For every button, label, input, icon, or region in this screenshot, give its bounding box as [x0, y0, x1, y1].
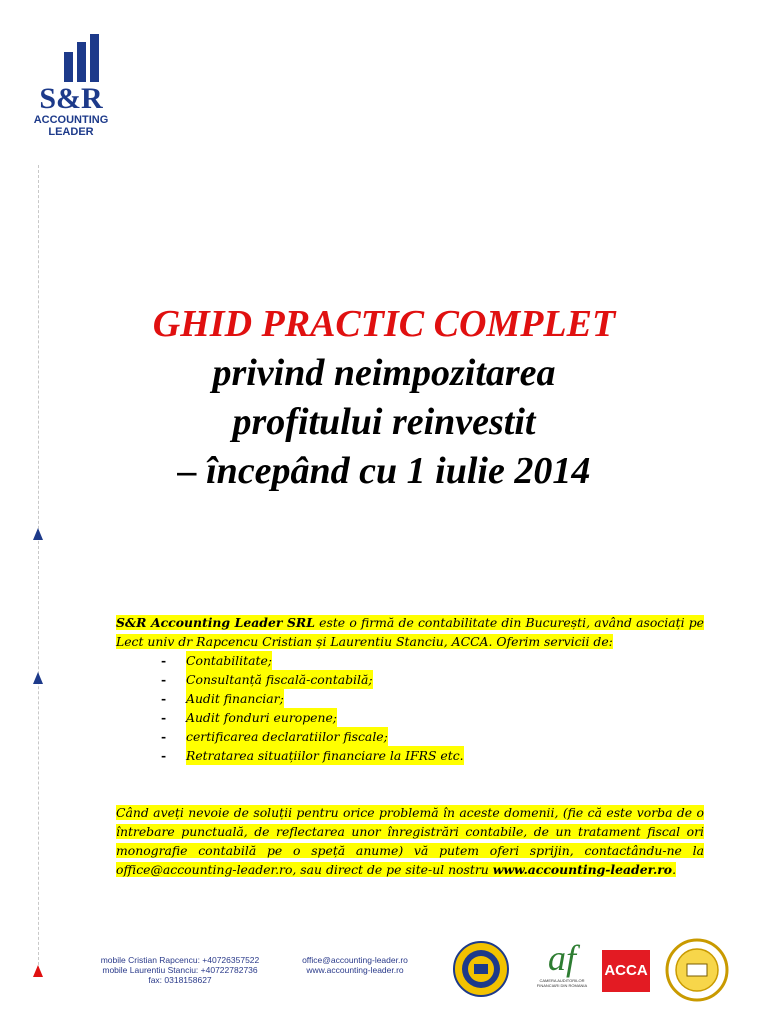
margin-marker-up	[33, 672, 43, 684]
footer-phones	[85, 955, 275, 985]
footer-mobile-2: mobile Laurentiu Stanciu: +40722782736	[102, 965, 258, 975]
contact-mid-text: , sau direct de pe site-ul nostru	[292, 862, 493, 877]
service-item: - certificarea declaratiilor fiscale;	[161, 729, 388, 744]
service-item: - Contabilitate;	[161, 653, 272, 668]
margin-marker-up	[33, 528, 43, 540]
footer-email-link[interactable]: office@accounting-leader.ro	[302, 955, 408, 965]
logo-mark	[30, 30, 112, 110]
footer-contact	[290, 955, 420, 975]
contact-email-link[interactable]: office@accounting-leader.ro	[116, 862, 293, 877]
services-list	[116, 651, 704, 765]
title-line-2: privind neimpozitarea	[212, 352, 556, 394]
title-line-3: profitului reinvestit	[232, 401, 536, 443]
service-item: - Audit fonduri europene;	[161, 710, 337, 725]
acca-logo: ACCA	[602, 950, 650, 992]
margin-marker-red	[33, 965, 43, 977]
company-name: S&R Accounting Leader SRL	[116, 615, 315, 630]
company-info	[116, 613, 704, 879]
cafr-letters: af	[547, 938, 576, 978]
cafr-logo	[530, 938, 594, 998]
company-logo	[30, 30, 112, 142]
title-line-4: – începând cu 1 iulie 2014	[177, 450, 591, 492]
contact-text: Când aveți nevoie de soluții pentru orice problemă în aceste domenii, (fie că este vorba de o întrebare punctuală, de reflectarea unor înregistrări contabile, de un tratament fiscal ori monografie contabilă pe o speță anume) vă putem oferi sprijin, contactându-ne la	[116, 805, 704, 858]
logo-line1: ACCOUNTING	[33, 114, 109, 126]
footer-web-link[interactable]: www.accounting-leader.ro	[306, 965, 404, 975]
service-item: - Retratarea situațiilor financiare la IFRS etc.	[161, 748, 464, 763]
intro-paragraph	[116, 613, 704, 651]
title-line-1: GHID PRACTIC COMPLET	[152, 303, 616, 345]
ceccar-seal-icon	[452, 940, 510, 998]
logo-line2: LEADER	[48, 126, 94, 138]
contact-paragraph: Când aveți nevoie de soluții pentru orice problemă în aceste domenii, (fie că este vorba de o întrebare punctuală, de reflectarea unor înregistrări contabile, de un tratament fiscal ori monografie contabilă pe o speță anume) vă putem oferi sprijin, contactându-ne la office@accounting-leader.ro, sau direct de pe site-ul nostru www.accounting-leader.ro.	[116, 805, 704, 877]
footer-fax: fax: 0318158627	[148, 975, 212, 985]
service-item: - Audit financiar;	[161, 691, 284, 706]
service-item: - Consultanță fiscală-contabilă;	[161, 672, 373, 687]
document-title	[0, 300, 768, 496]
website-link[interactable]: www.accounting-leader.ro	[492, 862, 673, 877]
intro-text: este o firmă de contabilitate din București, având asociați pe Lect univ dr Rapcencu Cristian și Laurentiu Stanciu, ACCA. Oferim servicii de:	[116, 615, 704, 649]
cafr-caption: CAMERA AUDITORILOR FINANCIARI DIN ROMANIA	[536, 978, 588, 988]
footer-mobile-1: mobile Cristian Rapcencu: +40726357522	[100, 955, 260, 965]
margin-dashed-line	[38, 165, 39, 975]
logo-mark-text: S&R	[39, 82, 103, 110]
expert-association-seal-icon	[665, 938, 729, 1002]
